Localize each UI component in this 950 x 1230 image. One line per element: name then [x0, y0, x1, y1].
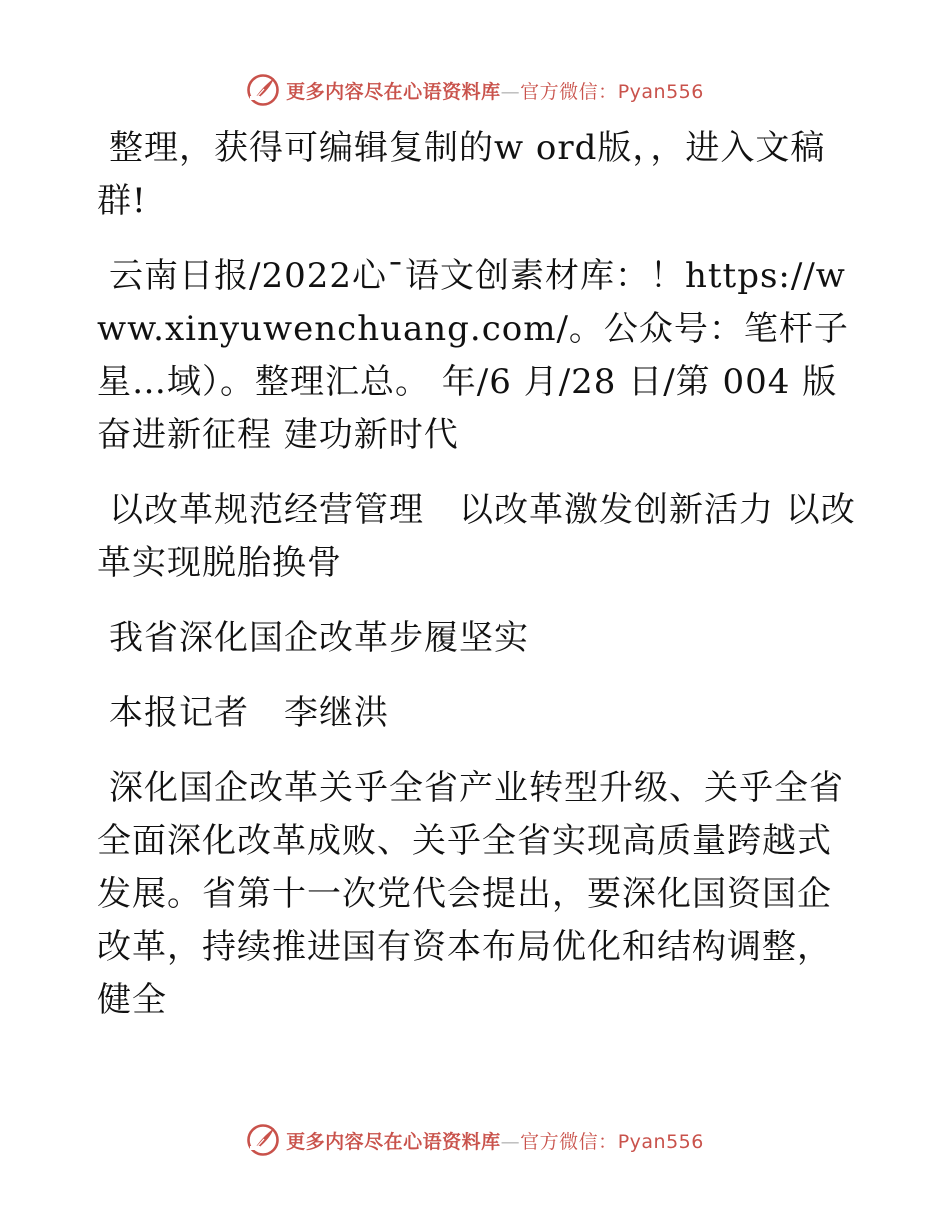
header-banner-contact-label: 官方微信：	[520, 80, 618, 103]
footer-banner-text	[286, 1127, 704, 1154]
header-banner-main: 更多内容尽在心语资料库	[286, 80, 501, 103]
article-title: 我省深化国企改革步履坚实	[109, 618, 529, 658]
footer-banner-inner	[246, 1123, 704, 1157]
footer-banner-separator: —	[500, 1130, 521, 1153]
header-banner	[0, 72, 950, 108]
header-banner-separator: —	[500, 80, 521, 103]
paragraph-intro: 整理，获得可编辑复制的w ord版，，进入文稿群!	[97, 128, 826, 221]
quill-pen-logo-icon	[246, 1123, 280, 1157]
footer-banner-contact-id: Pyan556	[617, 1130, 704, 1153]
paragraph-subheadline: 以改革规范经营管理 以改革激发创新活力 以改革实现脱胎换骨	[97, 490, 856, 583]
header-banner-inner	[246, 73, 704, 107]
quill-pen-logo-icon	[246, 73, 280, 107]
footer-banner	[0, 1122, 950, 1158]
footer-banner-main: 更多内容尽在心语资料库	[286, 1130, 501, 1153]
paragraph-body: 深化国企改革关乎全省产业转型升级、关乎全省全面深化改革成败、关乎全省实现高质量跨越式发展。省第十一次党代会提出，要深化国资国企改革，持续推进国有资本布局优化和结构调整，健全	[97, 768, 844, 1020]
header-banner-text	[286, 77, 704, 104]
document-body	[97, 122, 857, 1049]
header-banner-contact-id: Pyan556	[617, 80, 704, 103]
footer-banner-contact-label: 官方微信：	[520, 1130, 618, 1153]
paragraph-source: 云南日报/2022心¯语文创素材库：！https://www.xinyuwenchuang.com/。公众号：笔杆子星…域）。整理汇总。 年/6 月/28 日/第 004 版奋进新征程 建功新时代	[97, 256, 849, 455]
article-byline: 本报记者 李继洪	[109, 693, 389, 733]
